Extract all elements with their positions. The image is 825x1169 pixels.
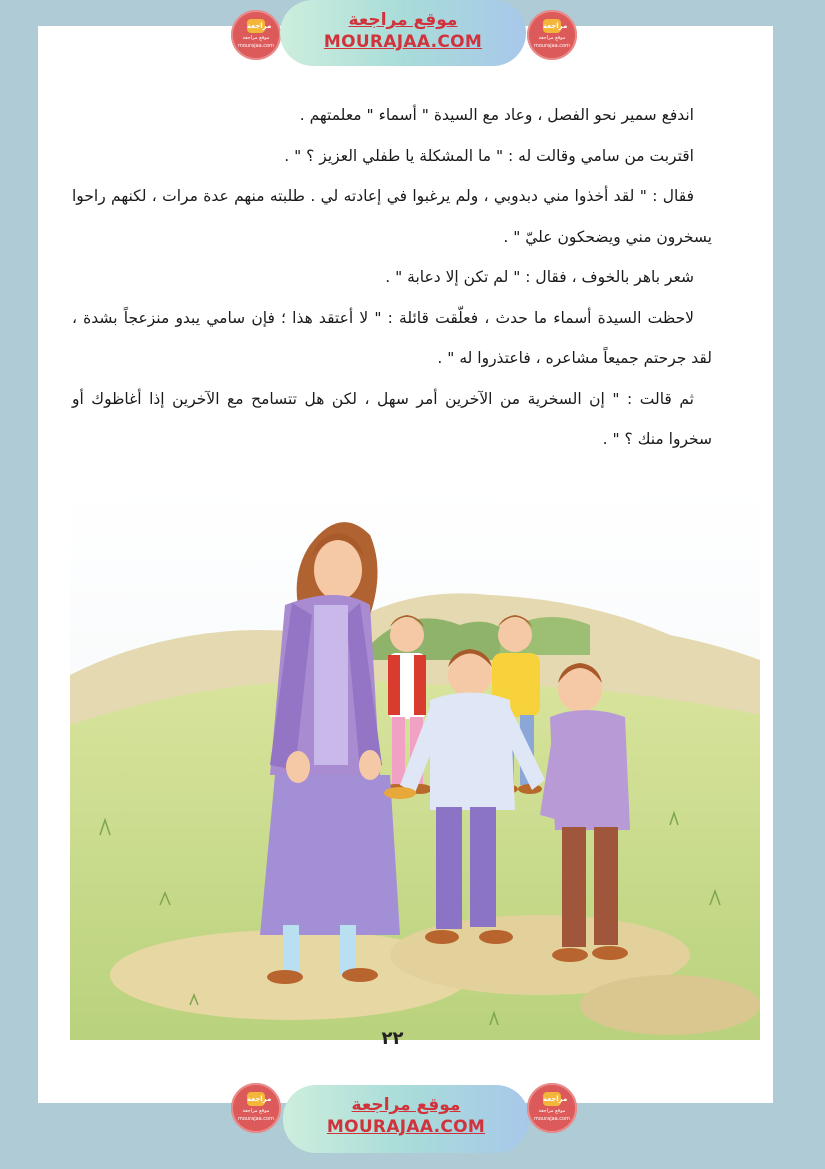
story-paragraph: لاحظت السيدة أسماء ما حدث ، فعلّقت قائلة : " لا أعتقد هذا ؛ فإن سامي يبدو منزعجاً بشدة ، لقد جرحتم جميعاً مشاعره ، فاعتذروا له " . — [72, 308, 712, 367]
site-banner-bottom[interactable] — [283, 1085, 529, 1153]
site-badge-left-bottom: مراجعة موقع مراجعة mourajaa.com — [231, 1083, 281, 1133]
site-logo-icon: مراجعة — [543, 19, 561, 33]
site-logo-icon: مراجعة — [543, 1092, 561, 1106]
site-banner-top[interactable] — [280, 0, 526, 66]
site-badge-left-top: مراجعة موقع مراجعة mourajaa.com — [231, 10, 281, 60]
banner-arabic-title[interactable]: موقع مراجعة — [348, 10, 458, 30]
story-paragraph: فقال : " لقد أخذوا مني دبدوبي ، ولم يرغبوا في إعادته لي . طلبته منهم عدة مرات ، لكنهم راحوا يسخرون مني ويضحكون عليّ " . — [72, 187, 712, 246]
story-paragraph: اقتربت من سامي وقالت له : " ما المشكلة يا طفلي العزيز ؟ " . — [284, 146, 694, 165]
site-logo-icon: مراجعة — [247, 1092, 265, 1106]
story-illustration — [70, 485, 760, 1040]
story-text — [72, 95, 712, 460]
story-paragraph: شعر باهر بالخوف ، فقال : " لم تكن إلا دعابة " . — [385, 268, 694, 286]
site-badge-right-bottom: مراجعة موقع مراجعة mourajaa.com — [527, 1083, 577, 1133]
page-number: ٢٢ — [381, 1028, 404, 1049]
banner-site-url[interactable]: MOURAJAA.COM — [326, 1117, 486, 1137]
banner-arabic-title[interactable]: موقع مراجعة — [351, 1095, 461, 1115]
banner-site-url[interactable]: MOURAJAA.COM — [323, 32, 483, 52]
story-paragraph: ثم قالت : " إن السخرية من الآخرين أمر سهل ، لكن هل تتسامح مع الآخرين إذا أغاظوك أو سخروا منك ؟ " . — [72, 389, 712, 448]
story-paragraph: اندفع سمير نحو الفصل ، وعاد مع السيدة " أسماء " معلمتهم . — [299, 106, 694, 124]
site-logo-icon: مراجعة — [247, 19, 265, 33]
site-badge-right-top: مراجعة موقع مراجعة mourajaa.com — [527, 10, 577, 60]
